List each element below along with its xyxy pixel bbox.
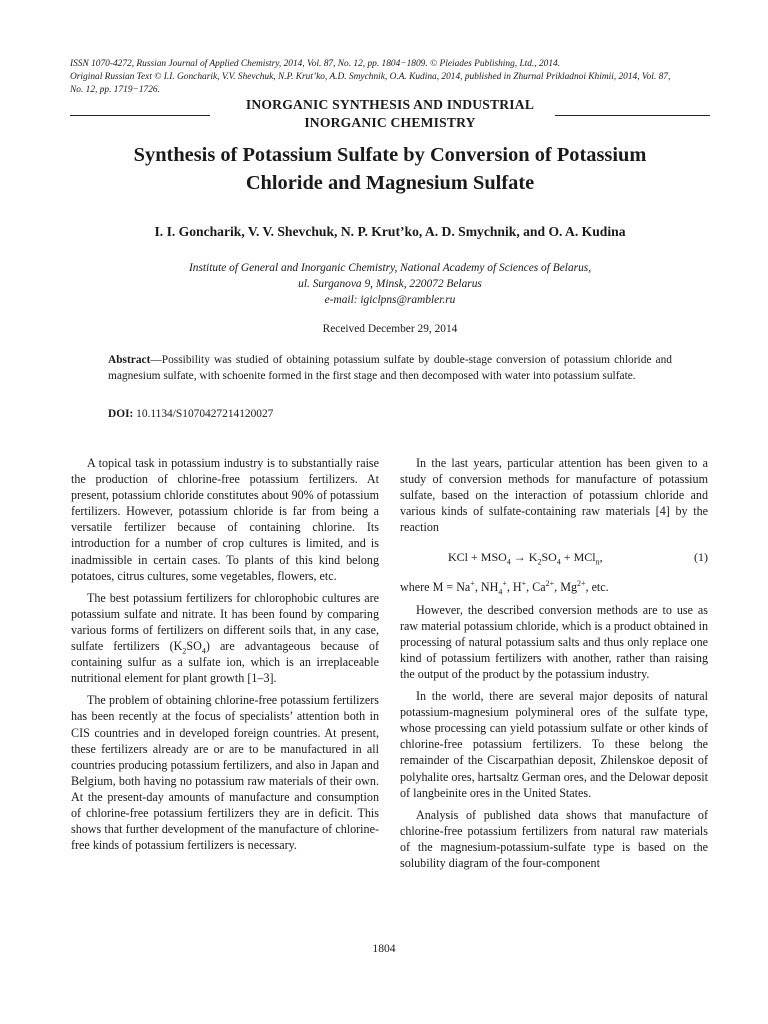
paragraph: A topical task in potassium industry is to substantially raise the production of chlorine-free potassium fertilizers. At present, potassium chloride constitutes about 90% of potassium fertilizers. However, potassium chloride is far from being a versatile fertilizer because of containing chlorine. Its introduction for a number of crop cultures is limited, and is inadmissible in certain cases. To plants of this kind belong potatoes, citrus cultures, some vegetables, flowers, etc. bbox=[71, 456, 379, 583]
abstract-label: Abstract bbox=[108, 354, 151, 366]
text-run: ) are advantageous because of containing sulfur as a sulfate ion, which is an irreplaceable nutritional element for plant growth [1–3]. bbox=[71, 639, 379, 686]
issn-line: ISSN 1070-4272, Russian Journal of Applied Chemistry, 2014, Vol. 87, No. 12, pp. 1804−1809. © Pleiades Publishing, Ltd., 2014. bbox=[70, 59, 561, 69]
text-run: , bbox=[599, 550, 603, 565]
doi-link[interactable]: 10.1134/S1070427214120027 bbox=[133, 408, 274, 420]
equation-1 bbox=[400, 541, 708, 575]
superscript: + bbox=[470, 579, 475, 589]
affiliation bbox=[70, 260, 710, 308]
text-run: The best potassium fertilizers for chlorophobic cultures are potassium sulfate and nitrate. It has been found by comparing various forms of fertilizers on different soils that, in any case, sulfate fertilizers (K bbox=[71, 590, 379, 654]
text-run: , Ca bbox=[526, 580, 546, 595]
article-title-line1: Synthesis of Potassium Sulfate by Conversion of Potassium bbox=[133, 144, 647, 166]
text-run: , NH bbox=[474, 580, 499, 595]
body-column-left bbox=[71, 455, 379, 859]
paragraph: Analysis of published data shows that manufacture of chlorine-free potassium fertilizers from natural raw materials of the magnesium-potassium-sulfate type is based on the solubility diagram of the four-component bbox=[400, 807, 708, 870]
equation-where-clause bbox=[400, 579, 708, 595]
received-date: Received December 29, 2014 bbox=[322, 323, 458, 335]
text-run: where M = Na bbox=[400, 580, 471, 595]
section-heading bbox=[70, 96, 710, 132]
article-title-line2: Chloride and Magnesium Sulfate bbox=[245, 172, 535, 194]
subscript: 2 bbox=[537, 557, 542, 567]
paragraph bbox=[71, 590, 379, 687]
paragraph: In the world, there are several major deposits of natural potassium-magnesium polymineral ores of the sulfate type, whose processing can yield potassium sulfate or other kinds of chlorine-free potassium fertilizers. To these belong the remainder of the Ciscarpathian deposit, Zhilenskoe deposit of polyhalite ores, hartsaltz German ores, and the Delowar deposit of langbeinite ores in the United States. bbox=[400, 689, 708, 800]
superscript: + bbox=[521, 579, 527, 589]
subscript: 2 bbox=[182, 646, 187, 656]
article-title bbox=[70, 141, 710, 197]
text-run: , etc. bbox=[585, 580, 609, 595]
paragraph: However, the described conversion methods are to use as raw material potassium chloride, which is a product obtained in processing of natural potassium salts and thus only replace one kind of potassium fertilizers with another, rather than raising the output of the product by the potassium industry. bbox=[400, 602, 708, 681]
body-column-right bbox=[400, 455, 708, 877]
equation-formula bbox=[448, 549, 603, 565]
paragraph: In the last years, particular attention has been given to a study of conversion methods for manufacture of potassium sulfate, based on the interaction of potassium chloride and various kinds of sulfate-containing raw materials [4] by the reaction bbox=[400, 456, 708, 535]
superscript: 2+ bbox=[577, 579, 586, 589]
section-rule-right bbox=[555, 115, 710, 116]
text-run: SO bbox=[541, 550, 557, 565]
superscript: + bbox=[502, 579, 507, 589]
abstract-text: —Possibility was studied of obtaining potassium sulfate by double-stage conversion of potassium chloride and magnesium sulfate, with schoenite formed in the first stage and then decomposed with water into potassium sulfate. bbox=[108, 354, 672, 383]
doi-label: DOI: bbox=[108, 408, 134, 420]
text-run: KCl + MSO bbox=[448, 550, 507, 565]
subscript: 4 bbox=[556, 557, 561, 567]
section-rule-left bbox=[70, 115, 210, 116]
section-heading-line2: INORGANIC CHEMISTRY bbox=[304, 115, 476, 130]
text-run: + MCl bbox=[560, 550, 596, 565]
subscript: 4 bbox=[201, 646, 206, 656]
author-list: I. I. Goncharik, V. V. Shevchuk, N. P. Krut’ko, A. D. Smychnik, and O. A. Kudina bbox=[154, 224, 626, 239]
subscript: 4 bbox=[506, 557, 511, 567]
text-run: , H bbox=[506, 580, 522, 595]
text-run: → K bbox=[510, 550, 538, 565]
subscript: n bbox=[595, 557, 600, 567]
doi bbox=[108, 406, 672, 422]
equation-number: (1) bbox=[694, 550, 708, 565]
text-run: SO bbox=[186, 639, 202, 654]
journal-citation-header bbox=[70, 58, 710, 97]
superscript: 2+ bbox=[545, 579, 555, 589]
original-text-line: Original Russian Text © I.I. Goncharik, V.V. Shevchuk, N.P. Krut’ko, A.D. Smychnik, O.A. Kudina, 2014, published in Zhurnal Prikladnoi Khimii, 2014, Vol. 87, bbox=[70, 72, 671, 82]
subscript: 4 bbox=[498, 587, 503, 597]
affiliation-line1: Institute of General and Inorganic Chemistry, National Academy of Sciences of Belarus, bbox=[188, 262, 592, 274]
abstract bbox=[108, 352, 672, 385]
affiliation-line2: ul. Surganova 9, Minsk, 220072 Belarus bbox=[298, 278, 482, 290]
paragraph: The problem of obtaining chlorine-free potassium fertilizers has been recently at the focus of specialists’ attention both in CIS countries and in developed foreign countries. At present, these fertilizers already are or are to be manufactured in all countries producing potassium fertilizers, and also in Japan and Belgium, both having no potassium raw materials of their own. At the present-day amounts of manufacture and consumption of chlorine-free potassium fertilizers they are in deficit. This shows that further development of the manufacture of chlorine-free kinds of potassium fertilizers is necessary. bbox=[71, 693, 379, 853]
page-number: 1804 bbox=[372, 942, 396, 955]
affiliation-email: e-mail: igiclpns@rambler.ru bbox=[324, 294, 456, 306]
text-run: , Mg bbox=[554, 580, 577, 595]
original-text-line-cont: No. 12, pp. 1719−1726. bbox=[70, 85, 160, 95]
section-heading-line1: INORGANIC SYNTHESIS AND INDUSTRIAL bbox=[245, 97, 535, 112]
